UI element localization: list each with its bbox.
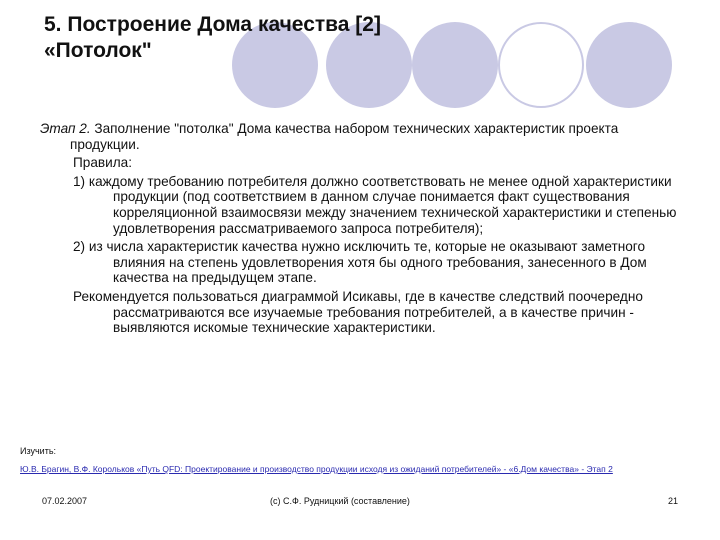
decor-circle-4 bbox=[498, 22, 584, 108]
slide-title bbox=[44, 12, 474, 64]
rule-2: 2) из числа характеристик качества нужно исключить те, которые не оказывают заметного влияния на степень удовлетворения хотя бы одного требования, занесенного в Дом качества на предыдущем этапе. bbox=[73, 239, 647, 286]
footer-author: (c) С.Ф. Рудницкий (составление) bbox=[270, 496, 410, 506]
study-reference-link[interactable]: Ю.В. Брагин, В.Ф. Корольков «Путь QFD: Проектирование и производство продукции исходя из ожиданий потребителей» - «6.Дом качества» - Этап 2 bbox=[20, 464, 613, 474]
stage-label: Этап 2. bbox=[40, 121, 91, 136]
slide-title-line1: 5. Построение Дома качества [2] bbox=[44, 13, 381, 36]
slide-body bbox=[40, 121, 680, 339]
footer-page-number: 21 bbox=[668, 496, 679, 506]
stage-paragraph bbox=[40, 121, 680, 152]
footer-date: 07.02.2007 bbox=[42, 496, 88, 506]
slide-title-line2: «Потолок" bbox=[44, 39, 152, 62]
stage-text: Заполнение "потолка" Дома качества набором технических характеристик проекта продукции. bbox=[70, 121, 619, 152]
decor-circle-5 bbox=[586, 22, 672, 108]
recommendation: Рекомендуется пользоваться диаграммой Исикавы, где в качестве следствий поочередно рассматриваются все изучаемые требования потребителей, а в качестве причин - выявляются искомые технические характеристики. bbox=[73, 288, 643, 336]
rule-1: 1) каждому требованию потребителя должно соответствовать не менее одной характеристики продукции (под соответствием в данном случае понимается факт существования корреляционной взаимосвязи между значением технической характеристики и степенью удовлетворения рассматриваемого запроса потребителя); bbox=[73, 173, 677, 236]
rules-label: Правила: bbox=[73, 155, 132, 171]
study-label: Изучить: bbox=[20, 446, 57, 456]
